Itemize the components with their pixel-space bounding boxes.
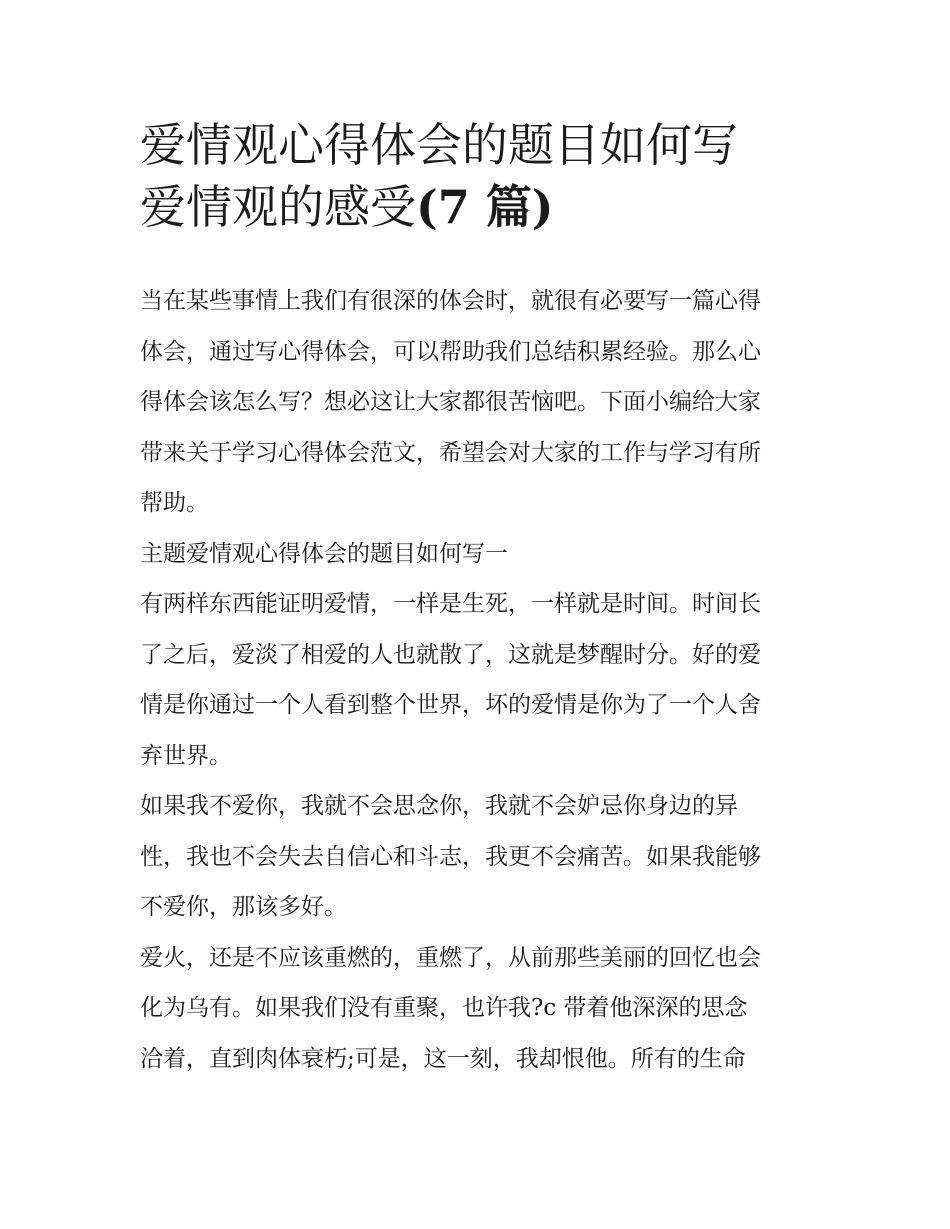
section-heading: [140, 529, 830, 580]
paragraph-2: [140, 781, 830, 933]
paragraph-intro: [140, 276, 830, 529]
text-line: 弃世界。: [140, 742, 232, 769]
paragraph-1: [140, 579, 830, 781]
text-line: 化为乌有。如果我们没有重聚，也许我?c 带着他深深的思念: [140, 995, 748, 1021]
text-line: 性，我也不会失去自信心和斗志，我更不会痛苦。如果我能够: [140, 843, 761, 870]
title-line-2-prefix: 爱情观的感受: [140, 180, 416, 234]
title-line-2-unit: 篇: [469, 180, 532, 234]
title-line-2: [140, 176, 820, 238]
text-line: 如果我不爱你，我就不会思念你，我就不会妒忌你身边的异: [140, 793, 738, 819]
text-line: 洽着，直到肉体衰朽;可是，这一刻，我却恨他。所有的生命: [140, 1045, 746, 1072]
paragraph-3: [140, 933, 830, 1085]
text-line: 了之后，爱淡了相爱的人也就散了，这就是梦醒时分。好的爱: [140, 641, 761, 668]
title-line-1: 爱情观心得体会的题目如何写: [140, 118, 738, 172]
text-line: 爱火，还是不应该重燃的，重燃了，从前那些美丽的回忆也会: [140, 944, 761, 971]
text-line: 情是你通过一个人看到整个世界，坏的爱情是你为了一个人舍: [140, 692, 761, 718]
document-title: [140, 114, 820, 238]
text-line: 带来关于学习心得体会范文，希望会对大家的工作与学习有所: [140, 439, 761, 466]
text-line: 得体会该怎么写？想必这让大家都很苦恼吧。下面小编给大家: [140, 389, 761, 415]
text-line: 不爱你，那该多好。: [140, 894, 347, 920]
document-body: [140, 276, 830, 1084]
title-line-2-end: ): [531, 180, 554, 234]
text-line: 有两样东西能证明爱情，一样是生死，一样就是时间。时间长: [140, 591, 761, 617]
text-line: 当在某些事情上我们有很深的体会时，就很有必要写一篇心得: [140, 288, 761, 314]
text-line: 体会，通过写心得体会，可以帮助我们总结积累经验。那么心: [140, 338, 761, 365]
text-line: 主题爱情观心得体会的题目如何写一: [140, 540, 508, 567]
title-line-2-count: (7: [416, 180, 470, 234]
text-line: 帮助。: [140, 490, 209, 516]
